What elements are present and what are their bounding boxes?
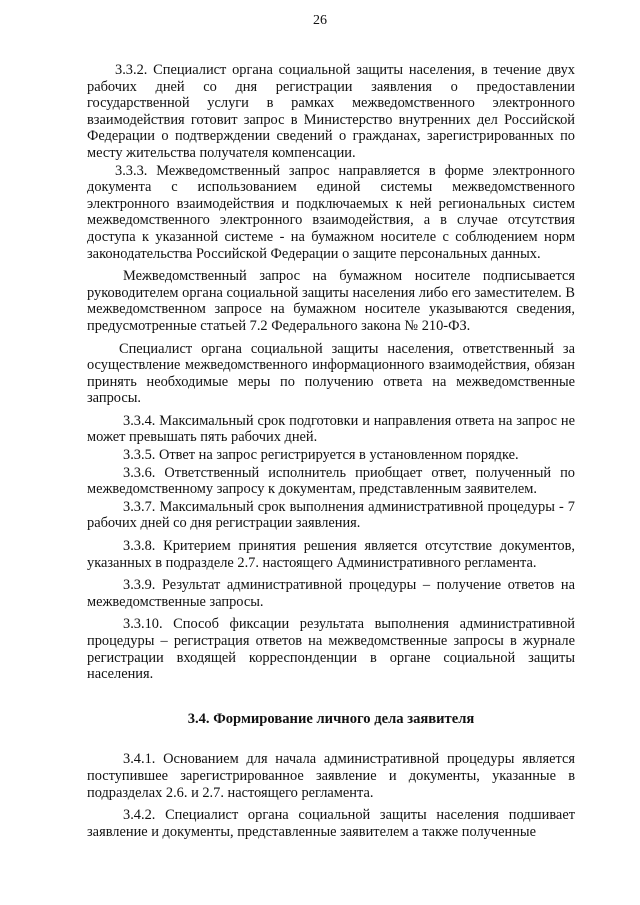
section-heading: 3.4. Формирование личного дела заявителя (187, 710, 475, 727)
paragraph-3-3-10: 3.3.10. Способ фиксации результата выполнения административной процедуры – регистрация ответов на межведомственные запросы в журнале регистрации входящей корреспонденции в органе социальной защиты населения. (87, 616, 575, 683)
paragraph-3-4-2: 3.4.2. Специалист органа социальной защиты населения подшивает заявление и документы, представленные заявителем а также полученные (87, 807, 575, 840)
paragraph-3-3-6: 3.3.6. Ответственный исполнитель приобщает ответ, полученный по межведомственному запросу к документам, представленным заявителем. (87, 464, 575, 498)
paragraph-3-3-9: 3.3.9. Результат административной процедуры – получение ответов на межведомственные запросы. (87, 577, 575, 610)
paragraph-3-3-7: 3.3.7. Максимальный срок выполнения административной процедуры - 7 рабочих дней со дня регистрации заявления. (87, 498, 575, 532)
paragraph-responsible-specialist: Специалист органа социальной защиты населения, ответственный за осуществление межведомственного информационного взаимодействия, обязан принять необходимые меры по получению ответа на межведомственные запросы. (87, 340, 575, 407)
paragraph-3-3-8: 3.3.8. Критерием принятия решения является отсутствие документов, указанных в подразделе 2.7. настоящего Административного регламента. (87, 538, 575, 571)
paragraph-3-3-4: 3.3.4. Максимальный срок подготовки и направления ответа на запрос не может превышать пять рабочих дней. (87, 412, 575, 446)
paragraph-3-3-2: 3.3.2. Специалист органа социальной защиты населения, в течение двух рабочих дней со дня регистрации заявления о предоставлении государственной услуги в рамках межведомственного электронного взаимодействия готовит запрос в Министерство внутренних дел Российской Федерации о подтверждении сведений о гражданах, зарегистрированных по месту жительства получателя компенсации. (87, 62, 575, 161)
page-number: 26 (313, 13, 327, 28)
paragraph-3-3-5: 3.3.5. Ответ на запрос регистрируется в установленном порядке. (123, 447, 519, 464)
paragraph-3-4-1: 3.4.1. Основанием для начала административной процедуры является поступившее зарегистрированное заявление и документы, указанные в подразделах 2.6. и 2.7. настоящего регламента. (87, 751, 575, 801)
document-body (87, 62, 575, 840)
paragraph-paper-request: Межведомственный запрос на бумажном носителе подписывается руководителем органа социальной защиты населения либо его заместителем. В межведомственном запросе на бумажном носителе указываются сведения, предусмотренные статьей 7.2 Федерального закона № 210-ФЗ. (87, 268, 575, 334)
paragraph-3-3-3: 3.3.3. Межведомственный запрос направляется в форме электронного документа с использованием единой системы межведомственного электронного взаимодействия и подключаемых к ней региональных систем межведомственного электронного взаимодействия, а в случае отсутствия доступа к указанной системе - на бумажном носителе с соблюдением норм законодательства Российской Федерации о защите персональных данных. (87, 162, 575, 262)
